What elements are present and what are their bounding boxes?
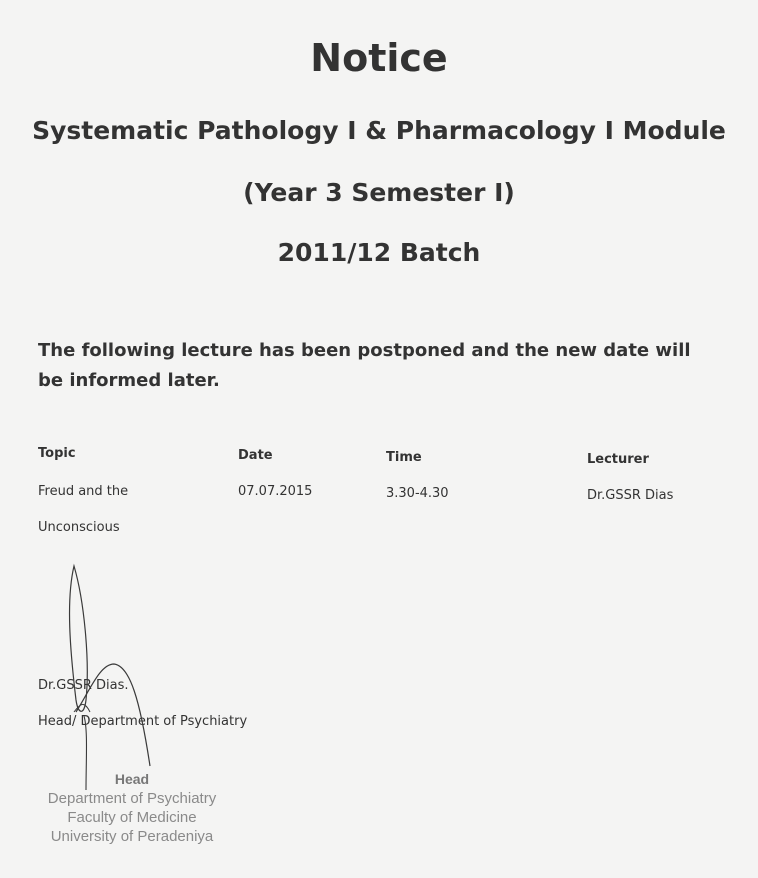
- header-topic: Topic: [38, 446, 76, 461]
- batch-label: 2011/12 Batch: [277, 238, 481, 267]
- cell-topic: Freud and the Unconscious: [38, 484, 129, 535]
- header-time: Time: [386, 450, 422, 465]
- module-title: Systematic Pathology I & Pharmacology I Module: [32, 116, 726, 145]
- cell-lecturer: Dr.GSSR Dias: [587, 488, 674, 503]
- stamp-department: Department of Psychiatry: [47, 790, 217, 807]
- year-semester: (Year 3 Semester I): [243, 178, 515, 207]
- cell-time: 3.30-4.30: [386, 486, 449, 501]
- signatory-position: Head/ Department of Psychiatry: [38, 714, 248, 729]
- stamp-faculty: Faculty of Medicine: [67, 809, 197, 826]
- header-lecturer: Lecturer: [587, 452, 649, 467]
- stamp-head: Head: [114, 771, 150, 787]
- postponement-message: The following lecture has been postponed and the new date will be informed later.: [38, 340, 691, 391]
- cell-date: 07.07.2015: [238, 484, 313, 499]
- signatory-name: Dr.GSSR Dias.: [38, 678, 129, 693]
- header-date: Date: [238, 448, 273, 463]
- notice-title: Notice: [310, 36, 448, 80]
- stamp-university: University of Peradeniya: [50, 828, 214, 845]
